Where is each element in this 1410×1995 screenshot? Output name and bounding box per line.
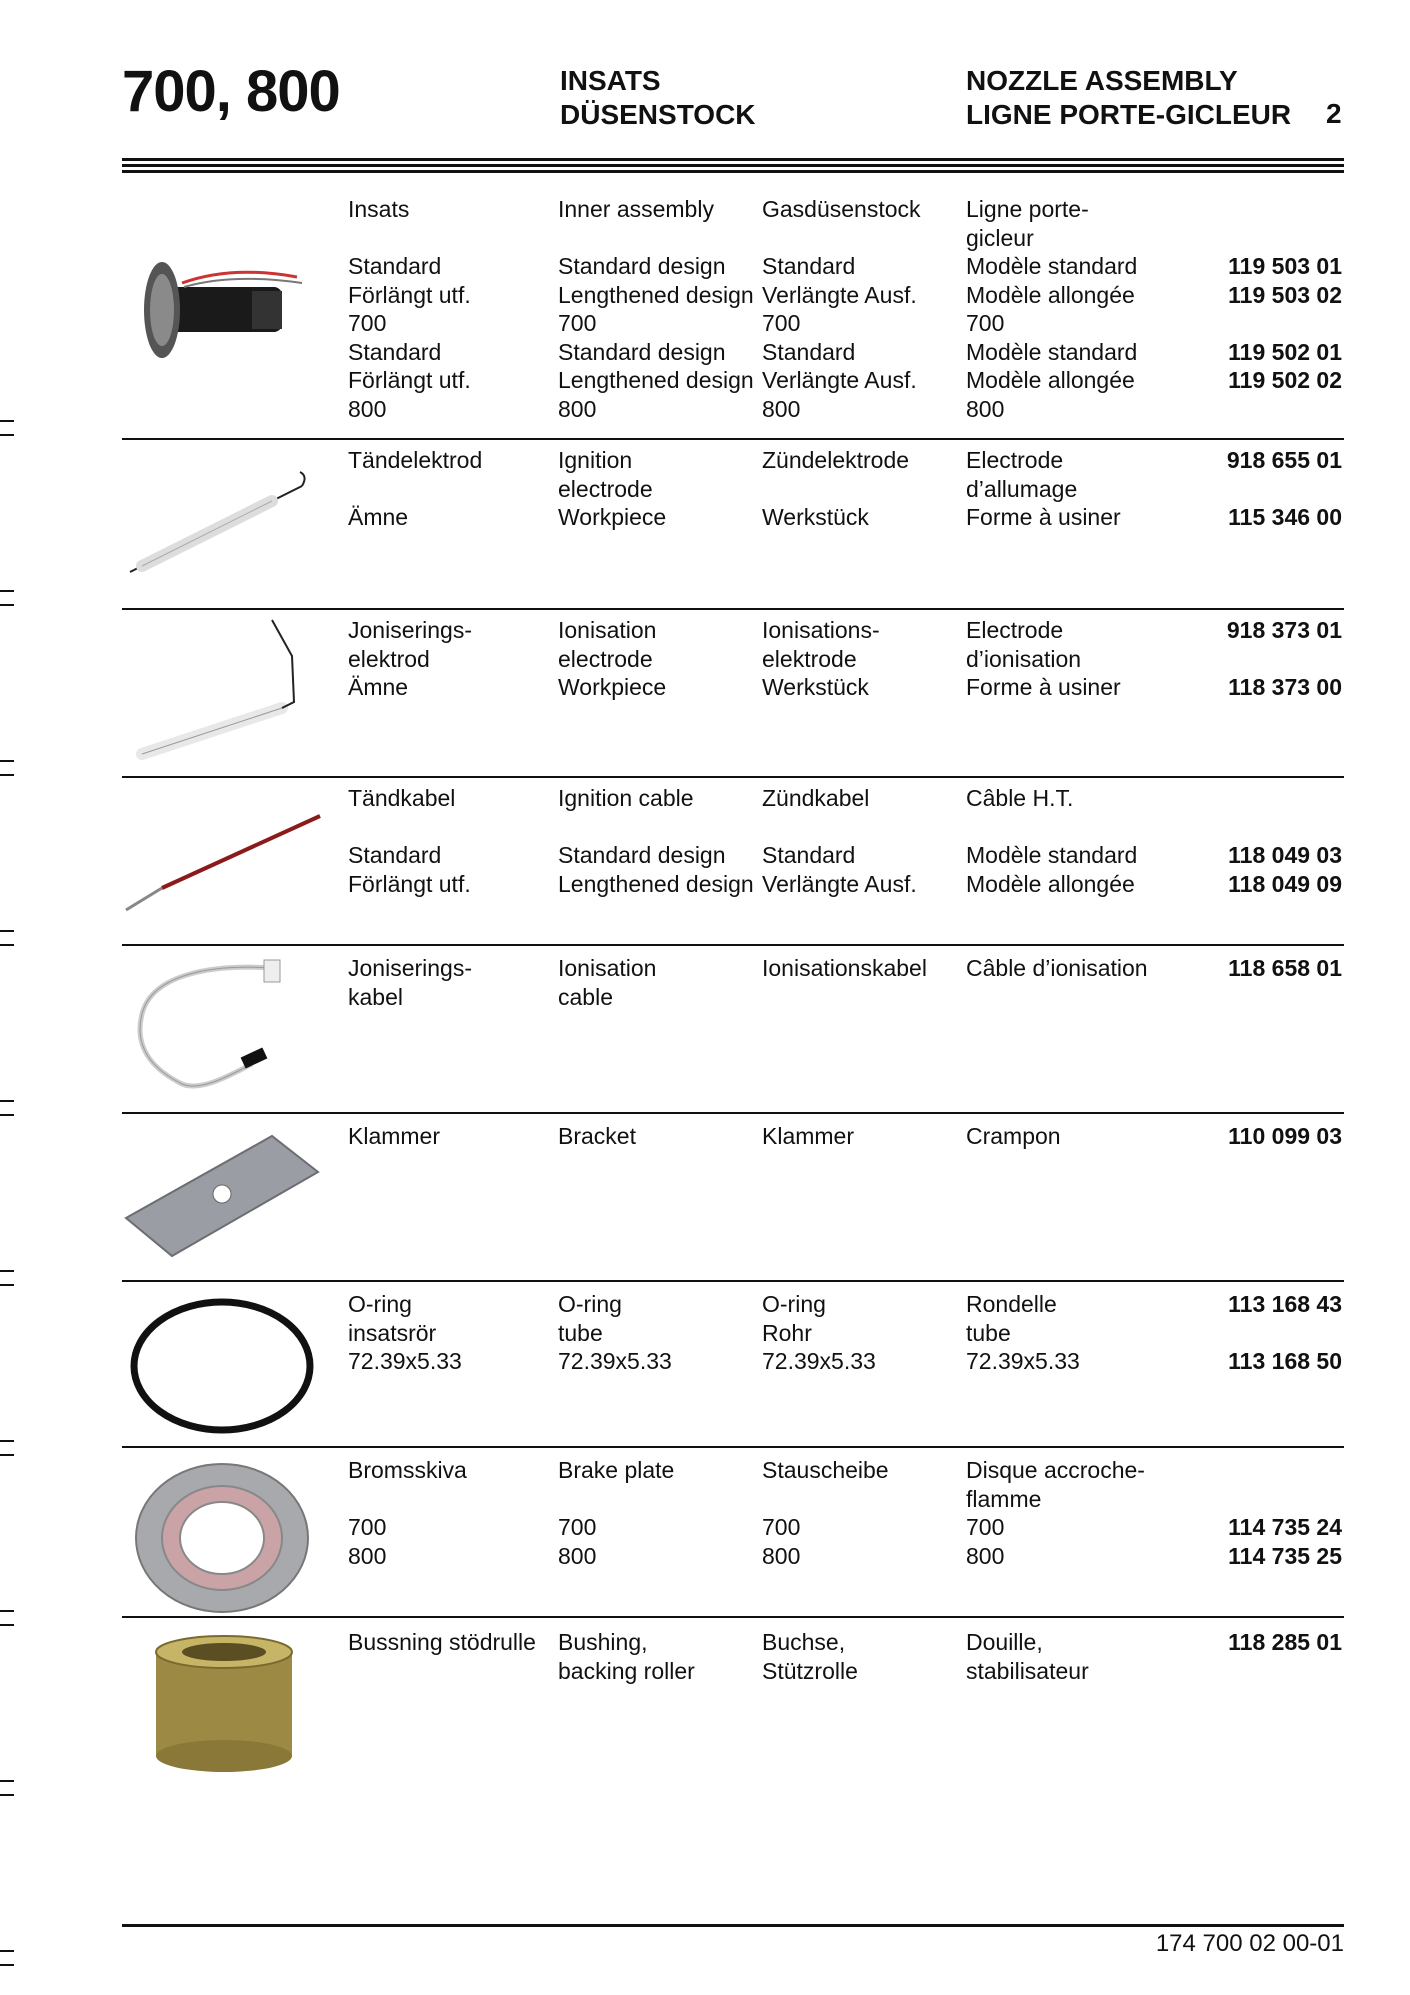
margin-tick [0, 1624, 14, 1626]
section0-en: Inner assembly Standard design Lengthened design 700 Standard design Lengthened design 800 [558, 196, 754, 422]
section3-de: Zündkabel Standard Verlängte Ausf. [762, 785, 917, 897]
section7-fr: Disque accroche- flamme 700 800 [966, 1457, 1145, 1569]
document-number: 174 700 02 00-01 [1155, 1930, 1344, 1957]
section3-part-numbers: 118 049 03 118 049 09 [1228, 842, 1342, 897]
section6-sv: O-ring insatsrör 72.39x5.33 [348, 1291, 462, 1374]
margin-tick [0, 590, 14, 592]
section5-sv: Klammer [348, 1123, 441, 1149]
section2-sv: Joniserings- elektrod Ämne [348, 617, 472, 700]
section2-part-numbers: 918 373 01 118 373 00 [1226, 617, 1342, 700]
section8-sv: Bussning stödrulle [348, 1629, 536, 1655]
title-fr: LIGNE PORTE-GICLEUR [966, 99, 1292, 130]
section8-part-numbers: 118 285 01 [1228, 1629, 1342, 1655]
section1-fr: Electrode d’allumage Forme à usiner [966, 447, 1121, 530]
margin-tick [0, 420, 14, 422]
section4-sv: Joniserings- kabel [348, 955, 472, 1010]
section6-fr: Rondelle tube 72.39x5.33 [966, 1291, 1080, 1374]
section0-sv: Insats Standard Förlängt utf. 700 Standard Förlängt utf. 800 [348, 196, 471, 422]
part-section-ionisation-cable [122, 954, 1344, 1114]
part-section-bracket [122, 1122, 1344, 1282]
margin-tick [0, 1950, 14, 1952]
section0-part-numbers: 119 503 01 119 503 02 119 502 01 119 502 02 [1228, 253, 1342, 393]
section3-en: Ignition cable Standard design Lengthened design [558, 785, 754, 897]
margin-tick [0, 1964, 14, 1966]
title-sv: INSATS [560, 65, 661, 96]
margin-tick [0, 1270, 14, 1272]
section8-de: Buchse, Stützrolle [762, 1629, 858, 1684]
margin-tick [0, 1440, 14, 1442]
section6-part-numbers: 113 168 43 113 168 50 [1228, 1291, 1342, 1374]
margin-tick [0, 930, 14, 932]
title-left [560, 64, 756, 132]
margin-tick [0, 1114, 14, 1116]
ionisation-electrode-image [122, 616, 322, 776]
header-rule-3 [122, 170, 1344, 173]
section5-fr: Crampon [966, 1123, 1061, 1149]
section4-de: Ionisationskabel [762, 955, 927, 981]
section4-en: Ionisation cable [558, 955, 657, 1010]
part-section-bushing [122, 1628, 1344, 1798]
part-section-inner-assembly [122, 195, 1344, 440]
section8-fr: Douille, stabilisateur [966, 1629, 1089, 1684]
section4-fr: Câble d’ionisation [966, 955, 1148, 981]
section7-part-numbers: 114 735 24 114 735 25 [1228, 1514, 1342, 1569]
section7-en: Brake plate 700 800 [558, 1457, 675, 1569]
ignition-cable-image [122, 784, 322, 944]
header-rule-1 [122, 158, 1344, 161]
margin-tick [0, 1284, 14, 1286]
section0-fr: Ligne porte- gicleur Modèle standard Modèle allongée 700 Modèle standard Modèle allongée 800 [966, 196, 1138, 422]
section3-sv: Tändkabel Standard Förlängt utf. [348, 785, 471, 897]
section2-fr: Electrode d’ionisation Forme à usiner [966, 617, 1121, 700]
section1-sv: Tändelektrod Ämne [348, 447, 483, 530]
footer-rule [122, 1924, 1344, 1927]
section1-en: Ignition electrode Workpiece [558, 447, 667, 530]
section5-en: Bracket [558, 1123, 636, 1149]
section3-fr: Câble H.T. Modèle standard Modèle allongée [966, 785, 1138, 897]
section8-en: Bushing, backing roller [558, 1629, 695, 1684]
section1-de: Zündelektrode Werkstück [762, 447, 910, 530]
margin-tick [0, 1794, 14, 1796]
margin-tick [0, 1454, 14, 1456]
title-de: DÜSENSTOCK [560, 99, 756, 130]
brake-plate-image [122, 1456, 322, 1616]
section0-de: Gasdüsenstock Standard Verlängte Ausf. 700 Standard Verlängte Ausf. 800 [762, 196, 921, 422]
o-ring-image [122, 1290, 322, 1446]
margin-tick [0, 774, 14, 776]
ionisation-cable-image [122, 954, 322, 1112]
bracket-image [122, 1122, 322, 1280]
part-section-ignition-cable [122, 784, 1344, 946]
section6-de: O-ring Rohr 72.39x5.33 [762, 1291, 876, 1374]
part-section-ionisation-electrode [122, 616, 1344, 778]
section5-part-numbers: 110 099 03 [1228, 1123, 1342, 1149]
section4-part-numbers: 118 658 01 [1228, 955, 1342, 981]
section1-part-numbers: 918 655 01 115 346 00 [1226, 447, 1342, 530]
section2-en: Ionisation electrode Workpiece [558, 617, 667, 700]
margin-tick [0, 944, 14, 946]
part-section-o-ring [122, 1290, 1344, 1448]
margin-tick [0, 760, 14, 762]
section5-de: Klammer [762, 1123, 855, 1149]
title-en: NOZZLE ASSEMBLY [966, 65, 1238, 96]
section2-de: Ionisations- elektrode Werkstück [762, 617, 880, 700]
section7-de: Stauscheibe 700 800 [762, 1457, 889, 1569]
margin-tick [0, 1610, 14, 1612]
section7-sv: Bromsskiva 700 800 [348, 1457, 467, 1569]
ignition-electrode-image [122, 446, 322, 608]
part-section-brake-plate [122, 1456, 1344, 1618]
margin-tick [0, 1780, 14, 1782]
bushing-image [122, 1628, 322, 1798]
model-number: 700, 800 [122, 59, 340, 124]
title-right [966, 64, 1291, 132]
margin-tick [0, 434, 14, 436]
part-section-ignition-electrode [122, 446, 1344, 610]
inner-assembly-image [122, 195, 322, 438]
header-rule-2 [122, 164, 1344, 167]
margin-tick [0, 604, 14, 606]
section6-en: O-ring tube 72.39x5.33 [558, 1291, 672, 1374]
page-number: 2 [1326, 98, 1342, 129]
margin-tick [0, 1100, 14, 1102]
